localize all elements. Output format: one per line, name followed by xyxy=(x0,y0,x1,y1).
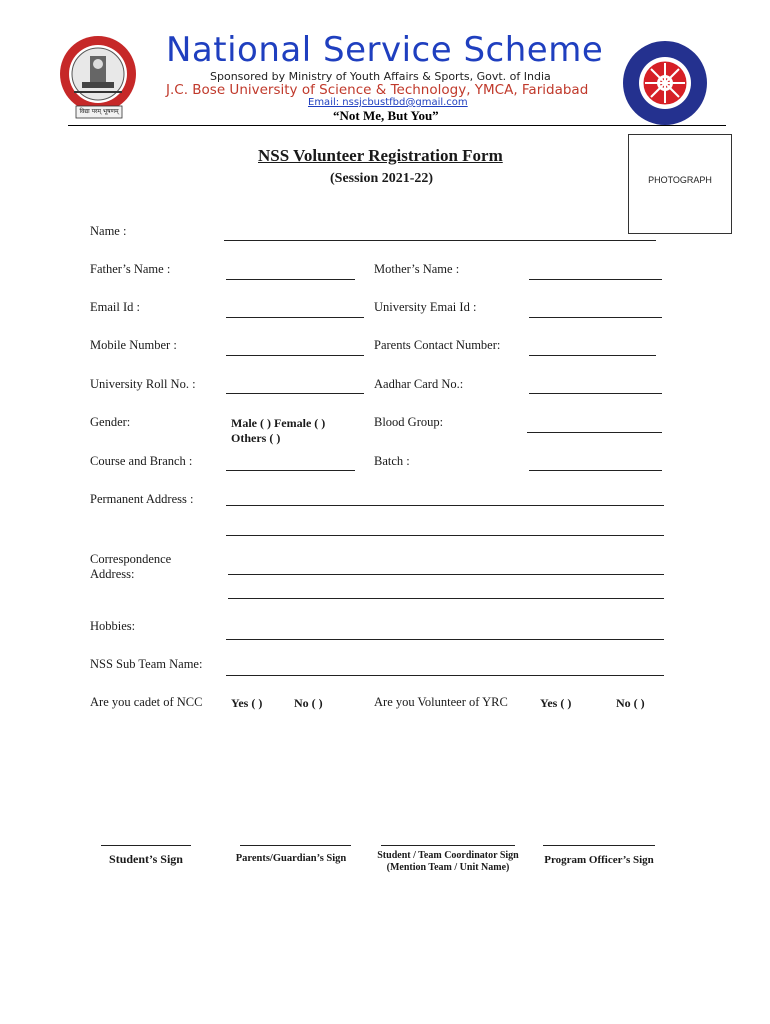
correspondence-address-line-2[interactable] xyxy=(228,598,664,599)
sponsor-line: Sponsored by Ministry of Youth Affairs & Sports, Govt. of India xyxy=(210,70,551,83)
correspondence-address-label-2: Address: xyxy=(90,567,135,581)
officer-sign-line[interactable] xyxy=(543,845,655,846)
university-logo xyxy=(50,34,160,126)
correspondence-address-line-1[interactable] xyxy=(228,574,664,575)
coordinator-sign-note: (Mention Team / Unit Name) xyxy=(386,862,510,873)
coordinator-sign-label: Student / Team Coordinator Sign xyxy=(377,850,519,861)
blood-group-label: Blood Group: xyxy=(374,415,444,429)
student-sign-line[interactable] xyxy=(101,845,191,846)
motto: “Not Me, But You” xyxy=(333,108,439,123)
batch-label: Batch : xyxy=(374,454,410,468)
mobile-label: Mobile Number : xyxy=(90,338,177,352)
form-session: (Session 2021-22) xyxy=(330,171,434,186)
aadhar-field[interactable] xyxy=(529,393,662,394)
ncc-no-option[interactable]: No ( ) xyxy=(294,696,323,710)
permanent-address-label: Permanent Address : xyxy=(90,492,194,506)
father-name-label: Father’s Name : xyxy=(90,262,171,276)
hobbies-field[interactable] xyxy=(226,639,664,640)
name-field[interactable] xyxy=(224,240,656,241)
student-sign-label: Student’s Sign xyxy=(109,852,183,866)
mobile-field[interactable] xyxy=(226,355,364,356)
ncc-question: Are you cadet of NCC xyxy=(90,695,203,709)
sub-team-field[interactable] xyxy=(226,675,664,676)
officer-sign-label: Program Officer’s Sign xyxy=(544,854,654,866)
logo-caption: विद्या परम् भूषणम् xyxy=(79,108,119,115)
yrc-question: Are you Volunteer of YRC xyxy=(374,695,508,709)
nss-logo xyxy=(620,38,710,128)
ncc-yes-option[interactable]: Yes ( ) xyxy=(231,696,263,710)
parents-sign-line[interactable] xyxy=(240,845,351,846)
permanent-address-line-1[interactable] xyxy=(226,505,664,506)
yrc-no-option[interactable]: No ( ) xyxy=(616,696,645,710)
mother-name-label: Mother’s Name : xyxy=(374,262,460,276)
photograph-label: PHOTOGRAPH xyxy=(648,175,712,185)
aadhar-label: Aadhar Card No.: xyxy=(374,377,464,391)
blood-group-field[interactable] xyxy=(527,432,662,433)
parents-contact-label: Parents Contact Number: xyxy=(374,338,501,352)
correspondence-address-label: Correspondence xyxy=(90,552,172,566)
batch-field[interactable] xyxy=(529,470,662,471)
form-title: NSS Volunteer Registration Form xyxy=(258,146,503,165)
email-label: Email Id : xyxy=(90,300,140,314)
roll-number-field[interactable] xyxy=(226,393,364,394)
name-label: Name : xyxy=(90,224,127,238)
gender-options-other[interactable]: Others ( ) xyxy=(231,431,281,445)
parents-contact-field[interactable] xyxy=(529,355,656,356)
gender-options[interactable]: Male ( ) Female ( ) xyxy=(231,416,326,430)
photograph-box[interactable] xyxy=(628,134,732,234)
university-email-label: University Emai Id : xyxy=(374,300,477,314)
sub-team-label: NSS Sub Team Name: xyxy=(90,657,203,671)
gender-label: Gender: xyxy=(90,415,131,429)
mother-name-field[interactable] xyxy=(529,279,662,280)
university-name: J.C. Bose University of Science & Technology, YMCA, Faridabad xyxy=(166,82,589,98)
coordinator-sign-line[interactable] xyxy=(381,845,515,846)
course-branch-field[interactable] xyxy=(226,470,355,471)
university-email-field[interactable] xyxy=(529,317,662,318)
parents-sign-label: Parents/Guardian’s Sign xyxy=(235,853,347,864)
email-field[interactable] xyxy=(226,317,364,318)
hobbies-label: Hobbies: xyxy=(90,619,136,633)
course-branch-label: Course and Branch : xyxy=(90,454,193,468)
header-divider xyxy=(68,125,726,126)
yrc-yes-option[interactable]: Yes ( ) xyxy=(540,696,572,710)
contact-email-link[interactable]: Email: nssjcbustfbd@gmail.com xyxy=(308,97,468,108)
roll-number-label: University Roll No. : xyxy=(90,377,196,391)
scheme-title: National Service Scheme xyxy=(166,30,604,70)
permanent-address-line-2[interactable] xyxy=(226,535,664,536)
father-name-field[interactable] xyxy=(226,279,355,280)
